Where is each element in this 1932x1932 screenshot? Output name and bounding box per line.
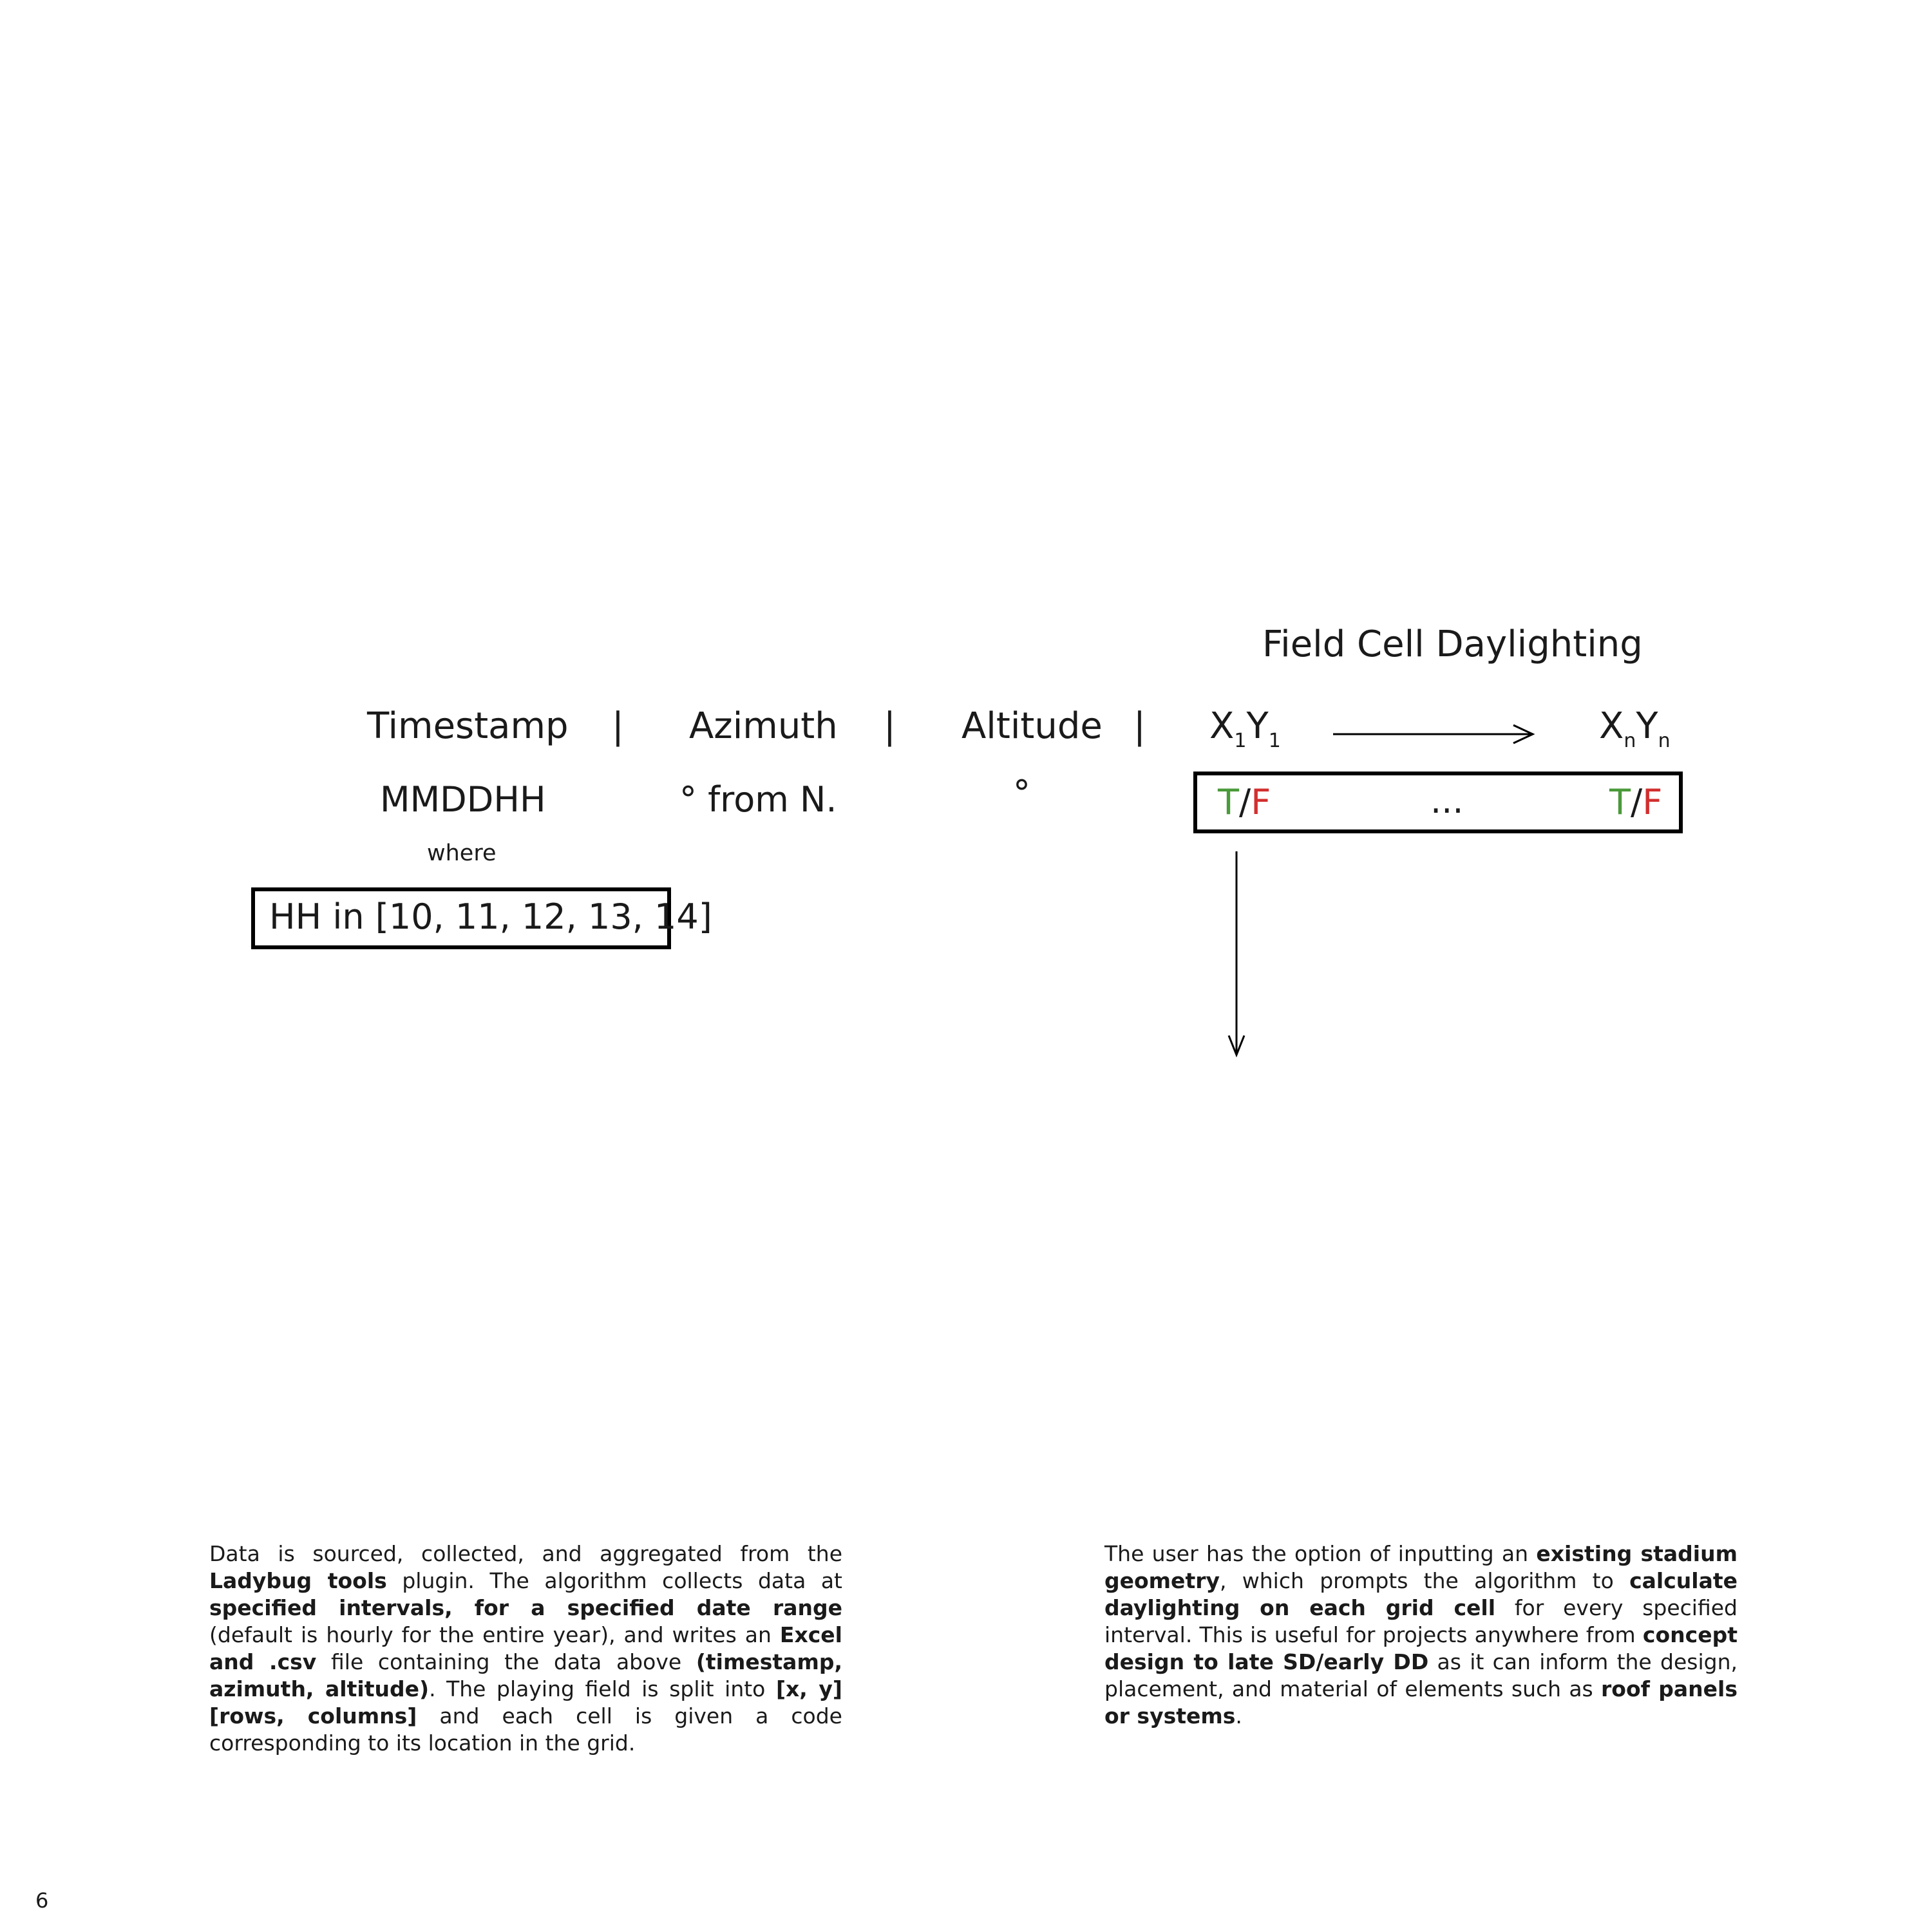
where-label: where bbox=[427, 840, 497, 866]
first-cell-x-subscript: 1 bbox=[1234, 730, 1247, 752]
last-cell-value bbox=[1609, 782, 1662, 822]
azimuth-unit: ° from N. bbox=[679, 779, 837, 820]
left-description bbox=[209, 1540, 842, 1757]
field-cell-daylighting-title: Field Cell Daylighting bbox=[1262, 623, 1643, 665]
azimuth-header: Azimuth bbox=[689, 705, 838, 747]
last-cell-y: Y bbox=[1636, 705, 1658, 747]
body-text: and each cell is given a code corresponding to its location in the grid. bbox=[209, 1703, 842, 1756]
hours-box-text: HH in [10, 11, 12, 13, 14] bbox=[269, 896, 712, 937]
emphasis-text: Excel and .csv bbox=[209, 1622, 842, 1674]
hours-box bbox=[251, 887, 712, 949]
body-text: for every specified interval. This is useful for projects anywhere from bbox=[1104, 1595, 1738, 1647]
emphasis-text: existing stadium geometry bbox=[1104, 1541, 1738, 1593]
body-text: . bbox=[1235, 1703, 1242, 1728]
emphasis-text: calculate daylighting on each grid cell bbox=[1104, 1568, 1738, 1620]
altitude-unit: ° bbox=[1013, 773, 1030, 813]
down-arrow-icon bbox=[1224, 849, 1249, 1061]
emphasis-text: (timestamp, azimuth, altitude) bbox=[209, 1649, 842, 1701]
last-cell-x-subscript: n bbox=[1624, 730, 1636, 752]
last-cell-y-subscript: n bbox=[1658, 730, 1671, 752]
body-text: Data is sourced, collected, and aggregated from the bbox=[209, 1541, 842, 1566]
last-cell-header bbox=[1599, 705, 1671, 752]
true-value: T bbox=[1609, 782, 1631, 822]
slash: / bbox=[1631, 782, 1643, 822]
body-text: (default is hourly for the entire year), and writes an bbox=[209, 1622, 780, 1647]
emphasis-text: concept design to late SD/early DD bbox=[1104, 1622, 1738, 1674]
body-text: . The playing field is split into bbox=[429, 1676, 776, 1701]
slash: / bbox=[1239, 782, 1251, 822]
cell-values-box bbox=[1193, 772, 1683, 833]
false-value: F bbox=[1251, 782, 1271, 822]
body-text: as it can inform the design, placement, and material of elements such as bbox=[1104, 1649, 1738, 1701]
emphasis-text: Ladybug tools bbox=[209, 1568, 387, 1593]
first-cell-y: Y bbox=[1246, 705, 1269, 747]
right-description bbox=[1104, 1540, 1738, 1730]
column-separator: | bbox=[1133, 705, 1146, 747]
timestamp-header: Timestamp bbox=[367, 705, 569, 747]
true-value: T bbox=[1218, 782, 1239, 822]
first-cell-x: X bbox=[1209, 705, 1235, 747]
timestamp-format: MMDDHH bbox=[380, 779, 546, 820]
emphasis-text: [x, y] [rows, columns] bbox=[209, 1676, 842, 1728]
page-number: 6 bbox=[35, 1888, 49, 1913]
body-text: file containing the data above bbox=[316, 1649, 696, 1674]
body-text: , which prompts the algorithm to bbox=[1220, 1568, 1630, 1593]
emphasis-text: specified intervals, for a specified date range bbox=[209, 1595, 842, 1620]
first-cell-header bbox=[1209, 705, 1281, 752]
ellipsis: ... bbox=[1430, 781, 1464, 821]
first-cell-value bbox=[1218, 782, 1271, 822]
body-text: The user has the option of inputting an bbox=[1104, 1541, 1537, 1566]
first-cell-y-subscript: 1 bbox=[1268, 730, 1281, 752]
column-separator: | bbox=[884, 705, 896, 747]
body-text: plugin. The algorithm collects data at bbox=[386, 1568, 843, 1593]
last-cell-x: X bbox=[1599, 705, 1624, 747]
false-value: F bbox=[1642, 782, 1663, 822]
right-arrow-icon bbox=[1327, 721, 1539, 747]
emphasis-text: roof panels or systems bbox=[1104, 1676, 1738, 1728]
altitude-header: Altitude bbox=[961, 705, 1103, 747]
column-separator: | bbox=[612, 705, 624, 747]
